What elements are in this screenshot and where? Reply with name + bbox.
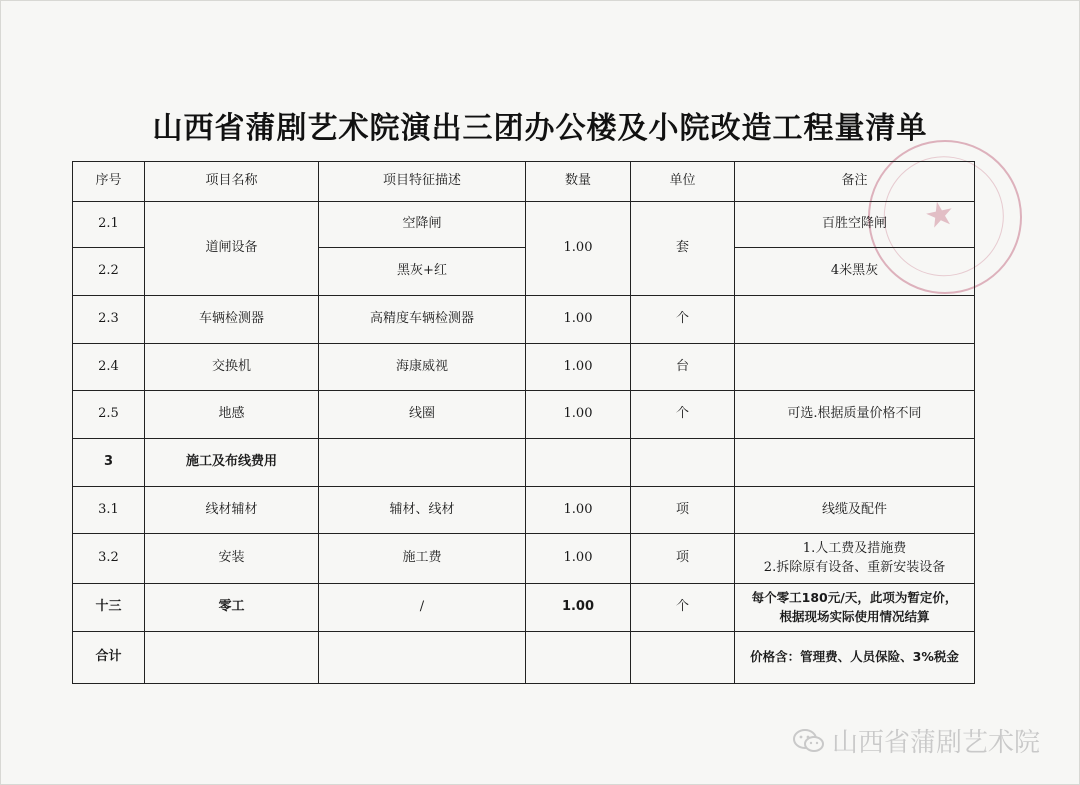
cell-unit: 个 xyxy=(631,391,735,439)
cell-qty: 1.00 xyxy=(526,391,631,439)
cell-unit: 项 xyxy=(631,534,735,584)
cell-seq: 2.3 xyxy=(73,296,145,344)
cell-note: 4米黑灰 xyxy=(735,248,975,296)
cell-note xyxy=(735,584,975,632)
cell-qty: 1.00 xyxy=(526,584,631,632)
cell-desc: 海康威视 xyxy=(319,344,526,391)
cell-desc: 辅材、线材 xyxy=(319,487,526,534)
cell-desc: 空降闸 xyxy=(319,202,526,248)
cell-unit: 个 xyxy=(631,296,735,344)
cell-qty xyxy=(526,632,631,684)
cell-seq: 合计 xyxy=(73,632,145,684)
cell-qty: 1.00 xyxy=(526,344,631,391)
cell-name: 安装 xyxy=(145,534,319,584)
header-qty: 数量 xyxy=(526,162,631,202)
table-row xyxy=(73,534,975,584)
note-line-1: 1.人工费及措施费 xyxy=(802,540,907,556)
table-total-row xyxy=(73,632,975,684)
note-line-2: 根据现场实际使用情况结算 xyxy=(779,608,930,624)
watermark-text: 山西省蒲剧艺术院 xyxy=(832,728,1041,758)
cell-name: 零工 xyxy=(145,584,319,632)
cell-unit: 套 xyxy=(631,202,735,296)
cell-qty: 1.00 xyxy=(526,202,631,296)
table-row xyxy=(73,202,975,248)
cell-name: 车辆检测器 xyxy=(145,296,319,344)
cell-note: 价格含：管理费、人员保险、3%税金 xyxy=(735,632,975,684)
cell-unit xyxy=(631,632,735,684)
table-row xyxy=(73,487,975,534)
cell-seq: 2.2 xyxy=(73,248,145,296)
cell-name xyxy=(145,632,319,684)
cell-seq: 3.1 xyxy=(73,487,145,534)
table-header-row xyxy=(73,162,975,202)
cell-qty: 1.00 xyxy=(526,534,631,584)
header-note: 备注 xyxy=(735,162,975,202)
table-row xyxy=(73,391,975,439)
table-row xyxy=(73,296,975,344)
cell-desc: / xyxy=(319,584,526,632)
cell-note xyxy=(735,439,975,487)
seal-stamp-icon: ★ xyxy=(854,126,1037,309)
cell-unit: 个 xyxy=(631,584,735,632)
cell-note xyxy=(735,296,975,344)
cell-desc: 施工费 xyxy=(319,534,526,584)
cell-name: 交换机 xyxy=(145,344,319,391)
page-title: 山西省蒲剧艺术院演出三团办公楼及小院改造工程量清单 xyxy=(152,111,928,146)
cell-unit xyxy=(631,439,735,487)
table-row xyxy=(73,344,975,391)
cell-note xyxy=(735,534,975,584)
cell-desc: 黑灰+红 xyxy=(319,248,526,296)
cell-desc: 高精度车辆检测器 xyxy=(319,296,526,344)
wechat-icon xyxy=(792,728,826,754)
cell-desc: 线圈 xyxy=(319,391,526,439)
cell-seq: 3 xyxy=(73,439,145,487)
cell-note xyxy=(735,344,975,391)
cell-name: 地感 xyxy=(145,391,319,439)
cell-name: 道闸设备 xyxy=(145,202,319,296)
cell-seq: 十三 xyxy=(73,584,145,632)
cell-qty xyxy=(526,439,631,487)
cell-unit: 项 xyxy=(631,487,735,534)
note-line-1: 每个零工180元/天，此项为暂定价， xyxy=(751,590,958,606)
cell-name: 线材辅材 xyxy=(145,487,319,534)
table-row xyxy=(73,584,975,632)
cell-note: 线缆及配件 xyxy=(735,487,975,534)
watermark xyxy=(792,722,1040,759)
header-desc: 项目特征描述 xyxy=(319,162,526,202)
header-name: 项目名称 xyxy=(145,162,319,202)
cell-name: 施工及布线费用 xyxy=(145,439,319,487)
cell-unit: 台 xyxy=(631,344,735,391)
bill-of-quantities-table xyxy=(72,161,975,684)
cell-seq: 2.4 xyxy=(73,344,145,391)
note-line-2: 2.拆除原有设备、重新安装设备 xyxy=(763,559,946,575)
cell-qty: 1.00 xyxy=(526,296,631,344)
cell-note: 百胜空降闸 xyxy=(735,202,975,248)
cell-seq: 3.2 xyxy=(73,534,145,584)
header-seq: 序号 xyxy=(73,162,145,202)
cell-seq: 2.1 xyxy=(73,202,145,248)
table-section-row xyxy=(73,439,975,487)
cell-qty: 1.00 xyxy=(526,487,631,534)
cell-desc xyxy=(319,632,526,684)
cell-desc xyxy=(319,439,526,487)
cell-seq: 2.5 xyxy=(73,391,145,439)
header-unit: 单位 xyxy=(631,162,735,202)
cell-note: 可选.根据质量价格不同 xyxy=(735,391,975,439)
